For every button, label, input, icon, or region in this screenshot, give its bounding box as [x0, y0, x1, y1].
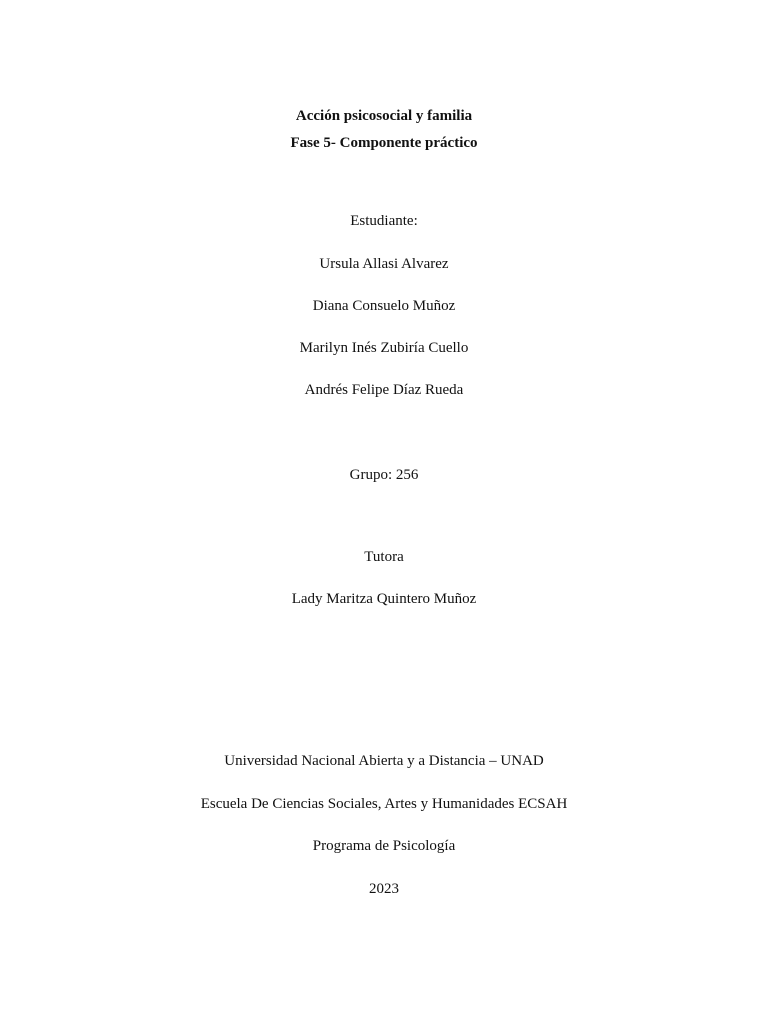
- student-name: Marilyn Inés Zubiría Cuello: [299, 340, 469, 356]
- tutor-name: Lady Maritza Quintero Muñoz: [291, 591, 477, 607]
- student-name: Andrés Felipe Díaz Rueda: [304, 382, 464, 398]
- student-name: Diana Consuelo Muñoz: [312, 298, 456, 314]
- university-name: Universidad Nacional Abierta y a Distancia – UNAD: [224, 753, 544, 769]
- document-subtitle: Fase 5- Componente práctico: [290, 135, 478, 151]
- school-name: Escuela De Ciencias Sociales, Artes y Humanidades ECSAH: [200, 796, 568, 812]
- tutor-label: Tutora: [364, 549, 404, 565]
- student-name: Ursula Allasi Alvarez: [319, 256, 449, 272]
- group-number: Grupo: 256: [349, 467, 419, 483]
- document-year: 2023: [369, 881, 399, 897]
- document-title: Acción psicosocial y familia: [295, 108, 473, 124]
- students-label: Estudiante:: [350, 213, 418, 229]
- program-name: Programa de Psicología: [312, 838, 456, 854]
